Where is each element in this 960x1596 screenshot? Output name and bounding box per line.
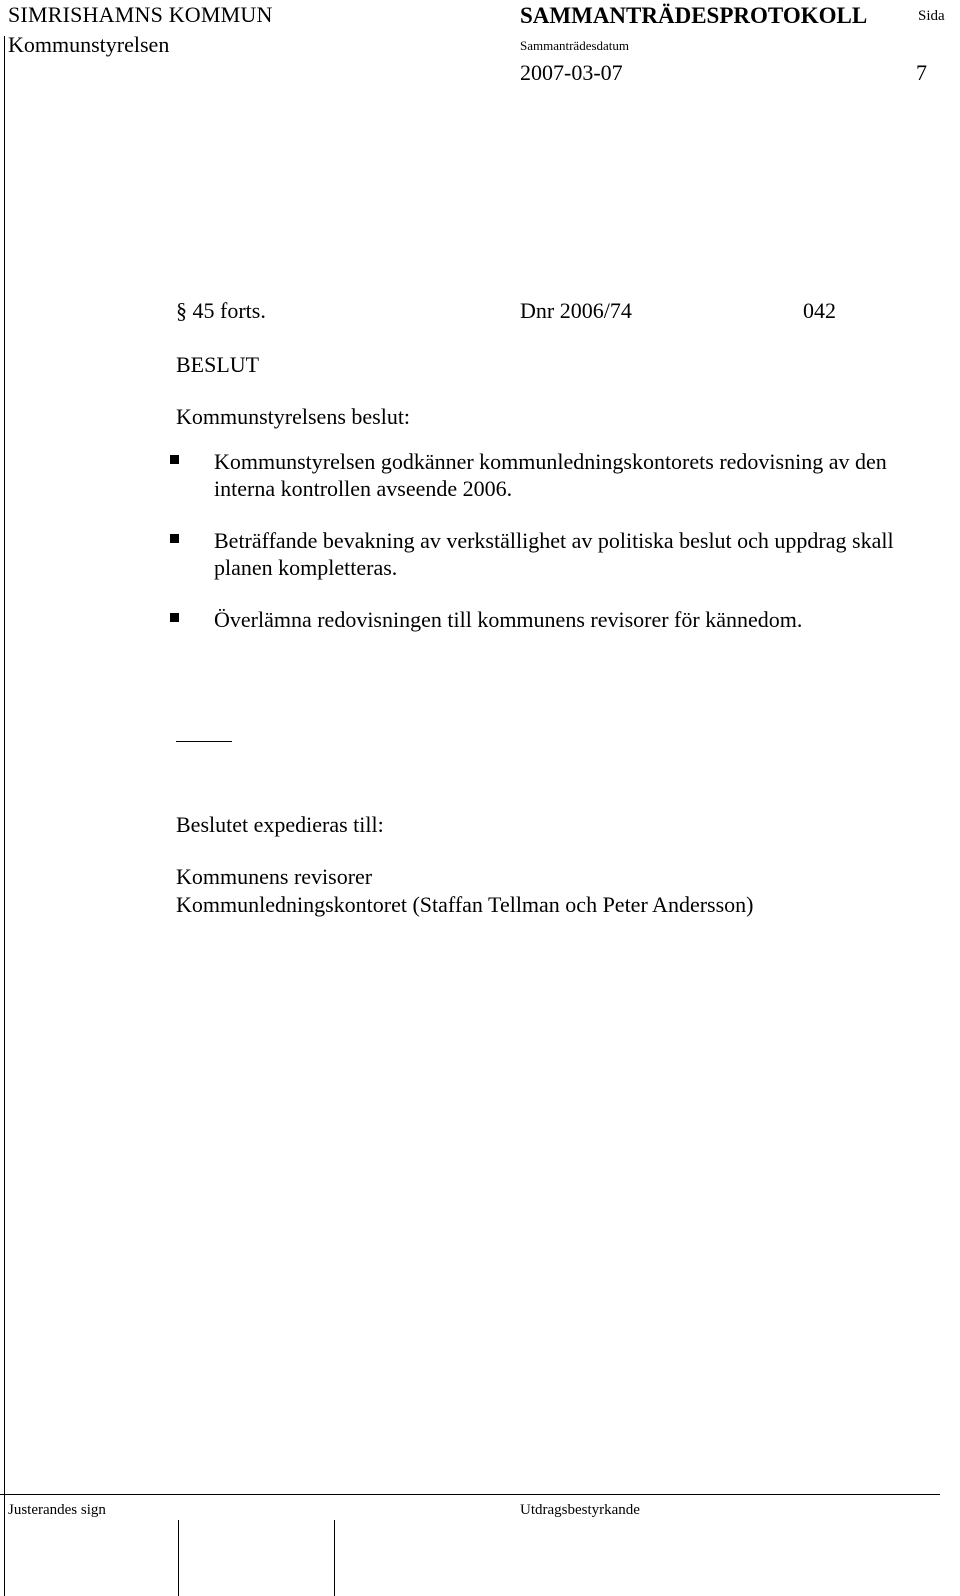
decision-item-1 [214, 448, 887, 502]
footer-rule [0, 1494, 940, 1495]
certified-extract-label: Utdragsbestyrkande [520, 1502, 640, 1518]
organization-name: SIMRISHAMNS KOMMUN [8, 2, 273, 27]
decision-item-2-line1: Beträffande bevakning av verkställighet av politiska beslut och uppdrag skall [214, 528, 894, 553]
signature-box-divider [334, 1520, 335, 1596]
adjuster-signature-label: Justerandes sign [8, 1502, 106, 1518]
page-number: 7 [916, 60, 927, 85]
page-label: Sida [918, 8, 945, 24]
left-margin-rule [4, 36, 5, 1596]
decision-subheading: Kommunstyrelsens beslut: [176, 404, 411, 429]
decision-item-2-line2: planen kompletteras. [214, 555, 398, 580]
signature-box-divider [178, 1520, 179, 1596]
bullet-square-icon [170, 613, 179, 622]
document-title: SAMMANTRÄDESPROTOKOLL [520, 3, 868, 28]
recipient-2: Kommunledningskontoret (Staffan Tellman och Peter Andersson) [176, 892, 754, 917]
case-code: 042 [803, 298, 836, 323]
decision-item-3 [214, 606, 802, 633]
paragraph-number: § 45 forts. [176, 298, 266, 323]
decision-item-2 [214, 527, 894, 581]
meeting-date-label: Sammanträdesdatum [520, 38, 630, 53]
decision-item-1-line2: interna kontrollen avseende 2006. [214, 476, 513, 501]
decision-item-3-line1: Överlämna redovisningen till kommunens revisorer för kännedom. [214, 607, 803, 632]
department-name: Kommunstyrelsen [8, 32, 170, 57]
section-end-rule [176, 741, 232, 742]
decision-item-1-line1: Kommunstyrelsen godkänner kommunledningskontorets redovisning av den [214, 449, 887, 474]
bullet-square-icon [170, 455, 179, 464]
recipient-1: Kommunens revisorer [176, 864, 373, 889]
meeting-date: 2007-03-07 [520, 60, 623, 85]
expedition-label: Beslutet expedieras till: [176, 812, 384, 837]
decision-heading: BESLUT [176, 352, 260, 377]
bullet-square-icon [170, 534, 179, 543]
diary-number: Dnr 2006/74 [520, 298, 632, 323]
